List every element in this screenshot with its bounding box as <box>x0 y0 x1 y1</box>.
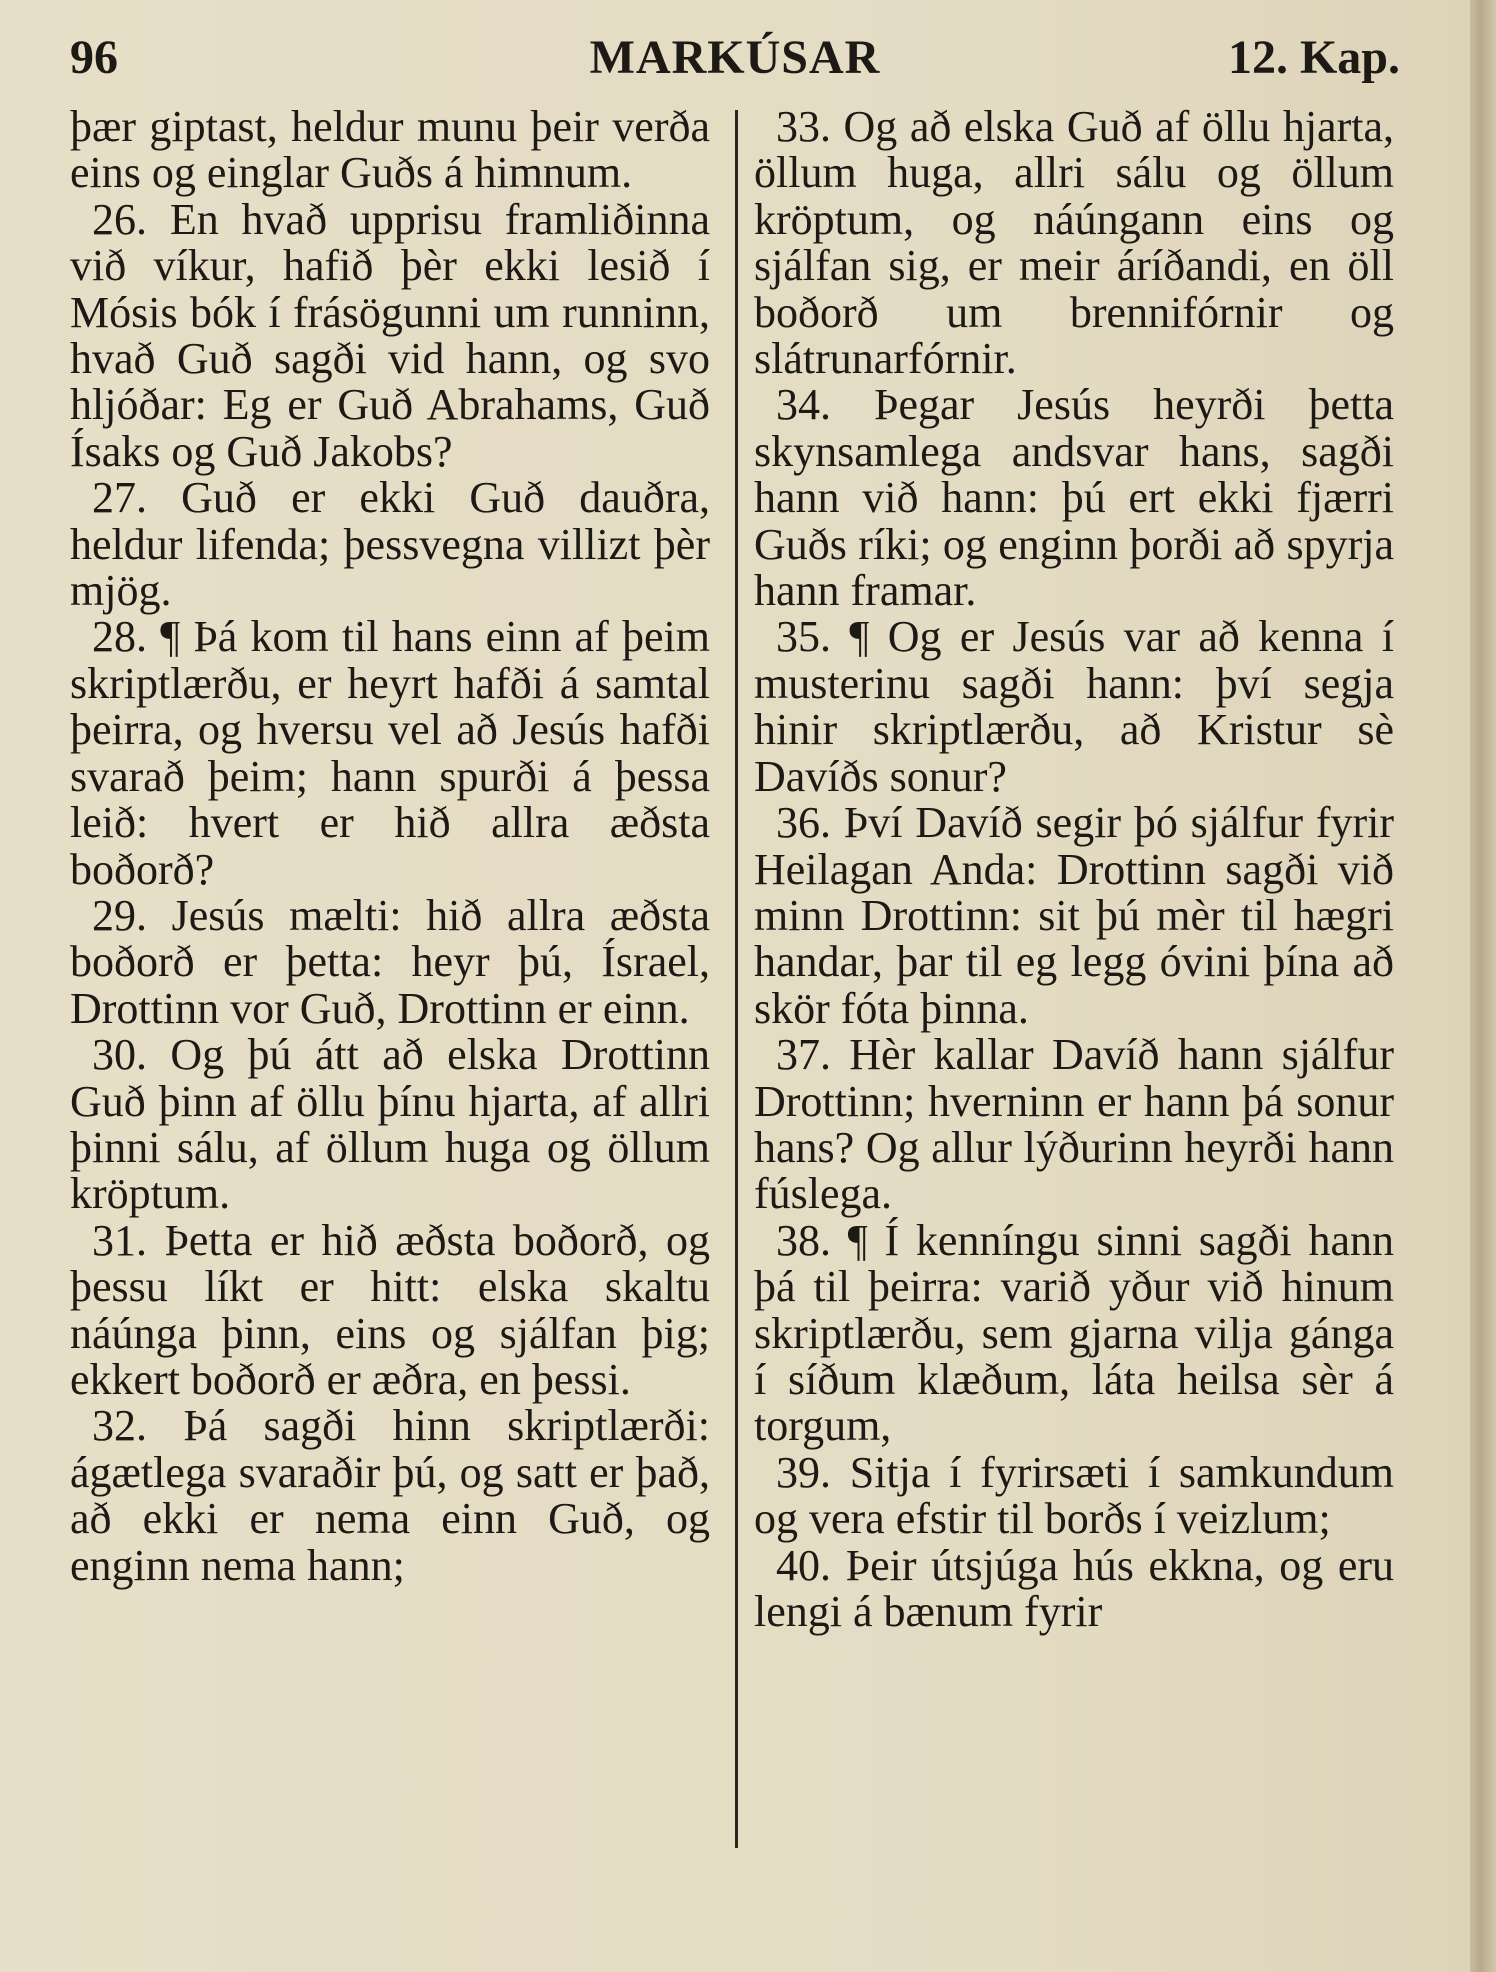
verse-paragraph: 40. Þeir útsjúga hús ekkna, og eru lengi á bænum fyrir <box>754 1540 1394 1636</box>
verse-paragraph: 26. En hvað upprisu framliðinna við víkur, hafið þèr ekki lesið í Mósis bók í frásögunni um runninn, hvað Guð sagði vid hann, og svo hljóðar: Eg er Guð Abrahams, Guð Ísaks og Guð Jakobs? <box>70 194 710 476</box>
page-number: 96 <box>70 31 118 84</box>
chapter-label: 12. Kap. <box>1227 31 1400 84</box>
verse-paragraph: 36. Því Davíð segir þó sjálfur fyrir Heilagan Anda: Drottinn sagði við minn Drottinn: sit þú mèr til hægri handar, þar til eg legg óvini þína að skör fóta þinna. <box>754 798 1394 1033</box>
running-header <box>70 30 1400 94</box>
verse-paragraph: 27. Guð er ekki Guð dauðra, heldur lifenda; þessvegna villizt þèr mjög. <box>70 473 710 616</box>
verse-paragraph: 38. ¶ Í kenníngu sinni sagði hann þá til þeirra: varið yður við hinum skriptlærðu, sem gjarna vilja gánga í síðum klæðum, láta heilsa sèr á torgum, <box>754 1215 1394 1451</box>
book-title: MARKÚSAR <box>589 31 881 84</box>
verse-paragraph: 29. Jesús mælti: hið allra æðsta boðorð er þetta: heyr þú, Ísrael, Drottinn vor Guð, Drottinn er einn. <box>70 890 710 1033</box>
column-divider <box>735 110 738 1848</box>
verse-paragraph: 34. Þegar Jesús heyrði þetta skynsamlega andsvar hans, sagði hann við hann: þú ert ekki fjærri Guðs ríki; og enginn þorði að spyrja hann framar. <box>754 380 1394 616</box>
left-column <box>70 104 710 1589</box>
verse-paragraph: 32. Þá sagði hinn skriptlærði: ágætlega svaraðir þú, og satt er það, að ekki er nema einn Guð, og enginn nema hann; <box>70 1401 710 1590</box>
verse-paragraph: 28. ¶ Þá kom til hans einn af þeim skriptlærðu, er heyrt hafði á samtal þeirra, og hversu vel að Jesús hafði svarað þeim; hann spurði á þessa leið: hvert er hið allra æðsta boðorð? <box>70 612 710 894</box>
verse-paragraph: þær giptast, heldur munu þeir verða eins og einglar Guðs á himnum. <box>70 102 710 198</box>
page-gutter <box>1470 0 1496 1972</box>
verse-paragraph: 30. Og þú átt að elska Drottinn Guð þinn af öllu þínu hjarta, af allri þinni sálu, af öllum huga og öllum kröptum. <box>70 1030 710 1219</box>
verse-paragraph: 33. Og að elska Guð af öllu hjarta, öllum huga, allri sálu og öllum kröptum, og náúngann eins og sjálfan sig, er meir áríðandi, en öll boðorð um brennifórnir og slátrunarfórnir. <box>754 102 1394 384</box>
verse-paragraph: 39. Sitja í fyrirsæti í samkundum og vera efstir til borðs í veizlum; <box>754 1447 1394 1544</box>
verse-paragraph: 31. Þetta er hið æðsta boðorð, og þessu líkt er hitt: elska skaltu náúnga þinn, eins og sjálfan þig; ekkert boðorð er æðra, en þessi. <box>70 1215 710 1404</box>
verse-paragraph: 37. Hèr kallar Davíð hann sjálfur Drottinn; hverninn er hann þá sonur hans? Og allur lýðurinn heyrði hann fúslega. <box>754 1030 1394 1219</box>
verse-paragraph: 35. ¶ Og er Jesús var að kenna í musterinu sagði hann: því segja hinir skriptlærðu, að Kristur sè Davíðs sonur? <box>754 612 1394 801</box>
right-column <box>754 104 1394 1635</box>
